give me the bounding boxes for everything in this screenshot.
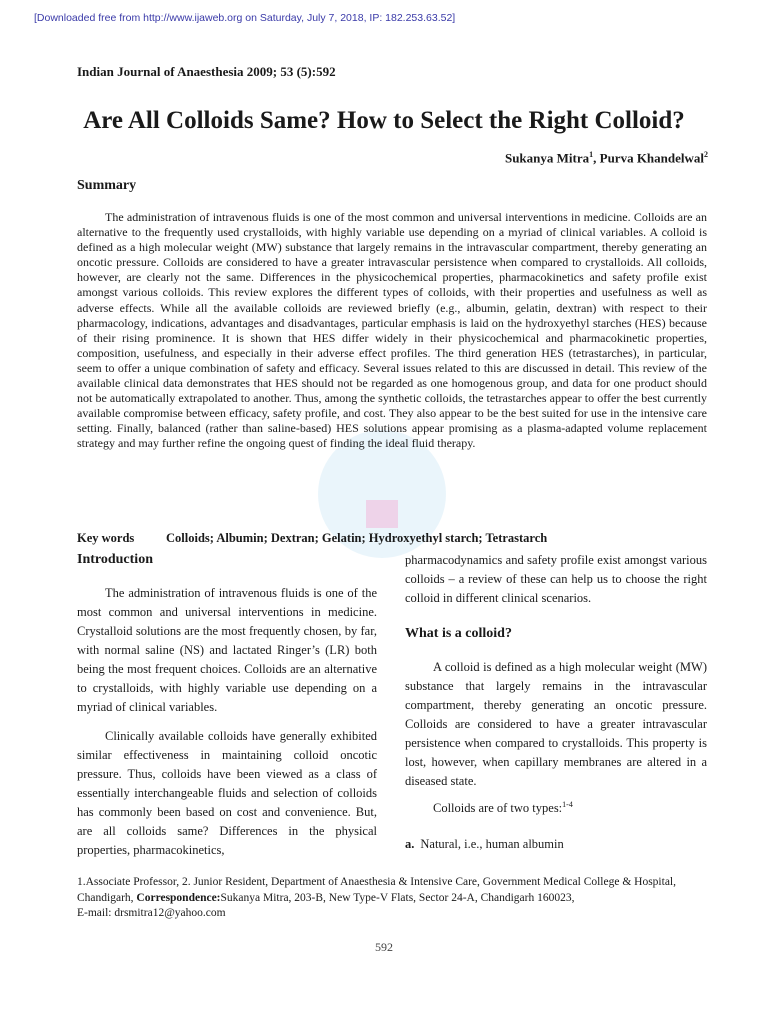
footnote (77, 875, 717, 922)
author-separator: , (593, 150, 600, 166)
list-item-text: Natural, i.e., human albumin (420, 837, 564, 851)
affiliation-marker: 2 (704, 150, 708, 159)
paragraph-text: The administration of intravenous fluids is one of the most common and universal interventions in medicine. Crystalloid solutions are the most frequently chosen, by far, with normal saline (NS) and lactated Ringer’s (LR) both being the most frequent choices. Colloids are an alternative to crystalloids, with highly variable use depending on a myriad of clinical variables. (77, 586, 377, 714)
affiliation-marker: 1 (589, 150, 594, 159)
download-banner[interactable]: [Downloaded free from http://www.ijaweb.org on Saturday, July 7, 2018, IP: 182.253.63.52] (34, 12, 456, 24)
summary-heading: Summary (77, 178, 137, 193)
journal-reference: Indian Journal of Anaesthesia 2009; 53 (5):592 (77, 64, 336, 79)
colloid-type-item (405, 837, 707, 852)
colloid-definition-paragraph (405, 658, 707, 791)
introduction-paragraph-continued: pharmacodynamics and safety profile exist amongst various colloids – a review of these can help us to choose the right colloid in different clinical scenarios. (405, 553, 707, 605)
paragraph-text: Clinically available colloids have generally exhibited similar effectiveness in maintaining colloid oncotic pressure. Thus, colloids have been viewed as a class of essentially interchangeable fluids and selection of colloids has commonly been based on cost and convenience. But, are all colloids same? Differences in the physical properties, pharmacokinetics, (77, 729, 377, 857)
keywords-line (77, 531, 547, 546)
correspondence-label: Correspondence: (136, 891, 221, 904)
keywords-label: Key words (77, 531, 135, 545)
email-text: E-mail: drsmitra12@yahoo.com (77, 907, 226, 919)
page-number: 592 (375, 940, 393, 954)
paragraph-text: A colloid is defined as a high molecular weight (MW) substance that largely remains in the intravascular compartment, thereby generating an oncotic pressure. Colloids are considered to have a greater intravascular persistence when compared to crystalloids. This property is lost, however, when capillary membranes are altered in a diseased state. (405, 660, 707, 788)
citation-marker: 1-4 (562, 800, 573, 809)
abstract-text: The administration of intravenous fluids is one of the most common and universal interventions in medicine. Colloids are an alternative to the frequently used crystalloids, with highly variable use depending on a myriad of clinical variables. A colloid is defined as a high molecular weight (MW) substance that largely remains in the intravascular compartment, thereby generating an oncotic pressure. Colloids are considered to have a greater intravascular persistence when compared to crystalloids. All colloids, however, are clearly not the same. Differences in the physicochemical properties, pharmacokinetics and safety profile exist amongst various colloids. This review explores the different types of colloids, with their properties and usefulness as well as adverse effects. While all the available colloids are reviewed briefly (e.g., albumin, gelatin, dextran) with respect to their pharmacology, indications, advantages and disadvantages, particular emphasis is laid on the hydroxyethyl starches (HES) because of their rising prominence. It is shown that HES differ widely in their physicochemical and pharmacokinetic properties, composition, usefulness, and especially in their adverse effect profiles. The third generation HES (tetrastarches), in particular, seem to offer a unique combination of safety and efficacy. Several issues related to this are discussed in detail. This review of the available clinical data demonstrates that HES should not be regarded as one homogenous group, and data for one product should not be automatically extrapolated to another. Thus, among the synthetic colloids, the tetrastarches appear to offer the best currently available compromise between efficacy, safety profile, and cost. They also appear to be the best suited for use in the intensive care setting. Finally, balanced (rather than saline-based) HES solutions appear promising as a plasma-adapted volume replacement strategy and may further refine the ongoing quest of finding the ideal fluid therapy. (77, 210, 707, 451)
author-name: Sukanya Mitra (504, 150, 590, 166)
colloid-types-line (405, 800, 735, 816)
author-name: Purva Khandelwal (599, 150, 704, 166)
abstract-paragraph (77, 210, 707, 452)
types-text: Colloids are of two types: (433, 801, 563, 816)
keywords-text: Colloids; Albumin; Dextran; Gelatin; Hydroxyethyl starch; Tetrastarch (166, 531, 548, 545)
correspondence-text: Sukanya Mitra, 203-B, New Type-V Flats, Sector 24-A, Chandigarh 160023, (220, 891, 575, 904)
what-is-colloid-heading: What is a colloid? (405, 626, 512, 641)
introduction-heading: Introduction (77, 552, 153, 567)
article-title: Are All Colloids Same? How to Select the Right Colloid? (83, 107, 685, 134)
introduction-paragraph (77, 584, 377, 717)
watermark-box (366, 500, 398, 528)
affiliations-text: 1.Associate Professor, 2. Junior Resident, Department of Anaesthesia & Intensive Care, Government Medical College & Hospital, Chandigarh, (77, 876, 676, 904)
author-line (505, 150, 708, 166)
introduction-paragraph (77, 727, 377, 860)
list-marker: a. (405, 837, 415, 851)
